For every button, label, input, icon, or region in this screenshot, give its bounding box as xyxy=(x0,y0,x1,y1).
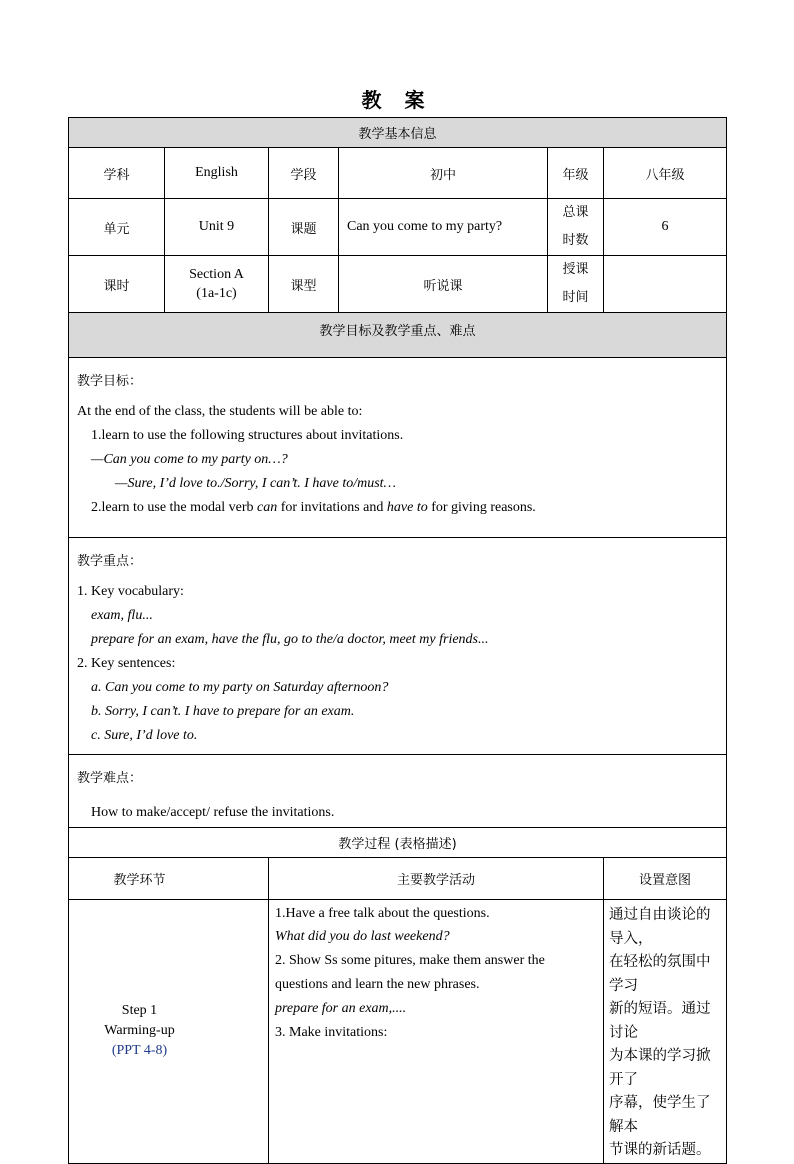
key-sentences-label: 2. Key sentences: xyxy=(77,656,176,671)
col-header-activities: 主要教学活动 xyxy=(269,858,604,900)
col-header-stage: 教学环节 xyxy=(69,858,269,900)
key-vocab-label: 1. Key vocabulary: xyxy=(77,584,184,599)
stage-label: 学段 xyxy=(269,148,339,199)
subject-value: English xyxy=(165,148,269,199)
period-value-line2: (1a-1c) xyxy=(196,286,237,301)
intent-line-3: 新的短语。通过讨论 xyxy=(609,1001,711,1041)
class-time-value xyxy=(604,256,727,313)
topic-value: Can you come to my party? xyxy=(339,199,548,256)
modal-can: can xyxy=(257,500,278,515)
basic-info-header: 教学基本信息 xyxy=(69,118,727,148)
objective-item-2-part-a: 2.learn to use the modal verb xyxy=(91,500,254,515)
modal-have-to: have to xyxy=(386,500,428,515)
step-title: Step 1 xyxy=(121,1003,158,1019)
page-title: 教 案 xyxy=(361,88,433,112)
key-sentence-b: b. Sorry, I can’t. I have to prepare for an exam. xyxy=(91,704,355,719)
col-header-intent: 设置意图 xyxy=(604,858,727,900)
step-1-activities xyxy=(269,900,604,1164)
objectives-section xyxy=(69,358,727,538)
subject-label: 学科 xyxy=(69,148,165,199)
objective-item-1: 1.learn to use the following structures about invitations. xyxy=(91,428,404,443)
unit-value: Unit 9 xyxy=(165,199,269,256)
lesson-plan-table xyxy=(68,117,727,1164)
difficult-points-text: How to make/accept/ refuse the invitations. xyxy=(91,805,335,820)
stage-value: 初中 xyxy=(339,148,548,199)
key-points-section xyxy=(69,538,727,755)
grade-label: 年级 xyxy=(548,148,604,199)
class-time-label-line2: 时间 xyxy=(562,290,589,305)
step-1-cell xyxy=(69,900,269,1164)
objective-item-2 xyxy=(91,500,536,516)
total-hours-value: 6 xyxy=(604,199,727,256)
step-name: Warming-up xyxy=(104,1023,175,1039)
objectives-heading: 教学目标： xyxy=(77,374,143,389)
intent-line-1: 通过自由谈论的导入， xyxy=(609,907,711,947)
process-header: 教学过程 (表格描述) xyxy=(69,828,727,858)
class-time-label-line1: 授课 xyxy=(562,262,589,277)
key-points-heading: 教学重点： xyxy=(77,554,143,569)
difficult-points-section xyxy=(69,755,727,828)
key-sentence-a: a. Can you come to my party on Saturday afternoon? xyxy=(91,680,389,695)
intent-line-4: 为本课的学习掀开了 xyxy=(609,1048,711,1088)
activity-2-line1: 2. Show Ss some pitures, make them answer the xyxy=(275,953,545,968)
period-value-line1: Section A xyxy=(189,267,244,282)
total-hours-label xyxy=(548,199,604,256)
objective-item-2-part-b: for invitations and xyxy=(280,500,384,515)
period-label: 课时 xyxy=(69,256,165,313)
key-sentence-c: c. Sure, I’d love to. xyxy=(91,728,198,743)
step-ppt: (PPT 4-8) xyxy=(111,1043,168,1059)
intent-line-6: 节课的新话题。 xyxy=(609,1142,711,1158)
type-label: 课型 xyxy=(269,256,339,313)
total-hours-label-line2: 时数 xyxy=(562,233,589,248)
objective-item-2-part-c: for giving reasons. xyxy=(431,500,536,515)
activity-2-example: prepare for an exam,.... xyxy=(275,1001,407,1016)
key-vocab-2: prepare for an exam, have the flu, go to the/a doctor, meet my friends... xyxy=(91,632,489,647)
intent-line-2: 在轻松的氛围中学习 xyxy=(609,954,711,994)
key-vocab-1: exam, flu... xyxy=(91,608,153,623)
unit-label: 单元 xyxy=(69,199,165,256)
activity-1-question: What did you do last weekend? xyxy=(275,929,450,944)
total-hours-label-line1: 总课 xyxy=(562,205,589,220)
difficult-points-heading: 教学难点： xyxy=(77,771,143,786)
step-1-intent xyxy=(604,900,727,1164)
activity-3: 3. Make invitations: xyxy=(275,1025,388,1040)
objective-example-1: —Can you come to my party on…? xyxy=(91,452,288,467)
activity-1: 1.Have a free talk about the questions. xyxy=(275,906,490,921)
period-value xyxy=(165,256,269,313)
intent-line-5: 序幕，使学生了解本 xyxy=(609,1095,711,1135)
type-value: 听说课 xyxy=(339,256,548,313)
objectives-header: 教学目标及教学重点、难点 xyxy=(69,313,727,358)
class-time-label xyxy=(548,256,604,313)
activity-2-line2: questions and learn the new phrases. xyxy=(275,977,480,992)
topic-label: 课题 xyxy=(269,199,339,256)
objectives-intro: At the end of the class, the students will be able to: xyxy=(77,404,363,419)
objective-example-2: —Sure, I’d love to./Sorry, I can’t. I have to/must… xyxy=(115,476,396,491)
grade-value: 八年级 xyxy=(604,148,727,199)
